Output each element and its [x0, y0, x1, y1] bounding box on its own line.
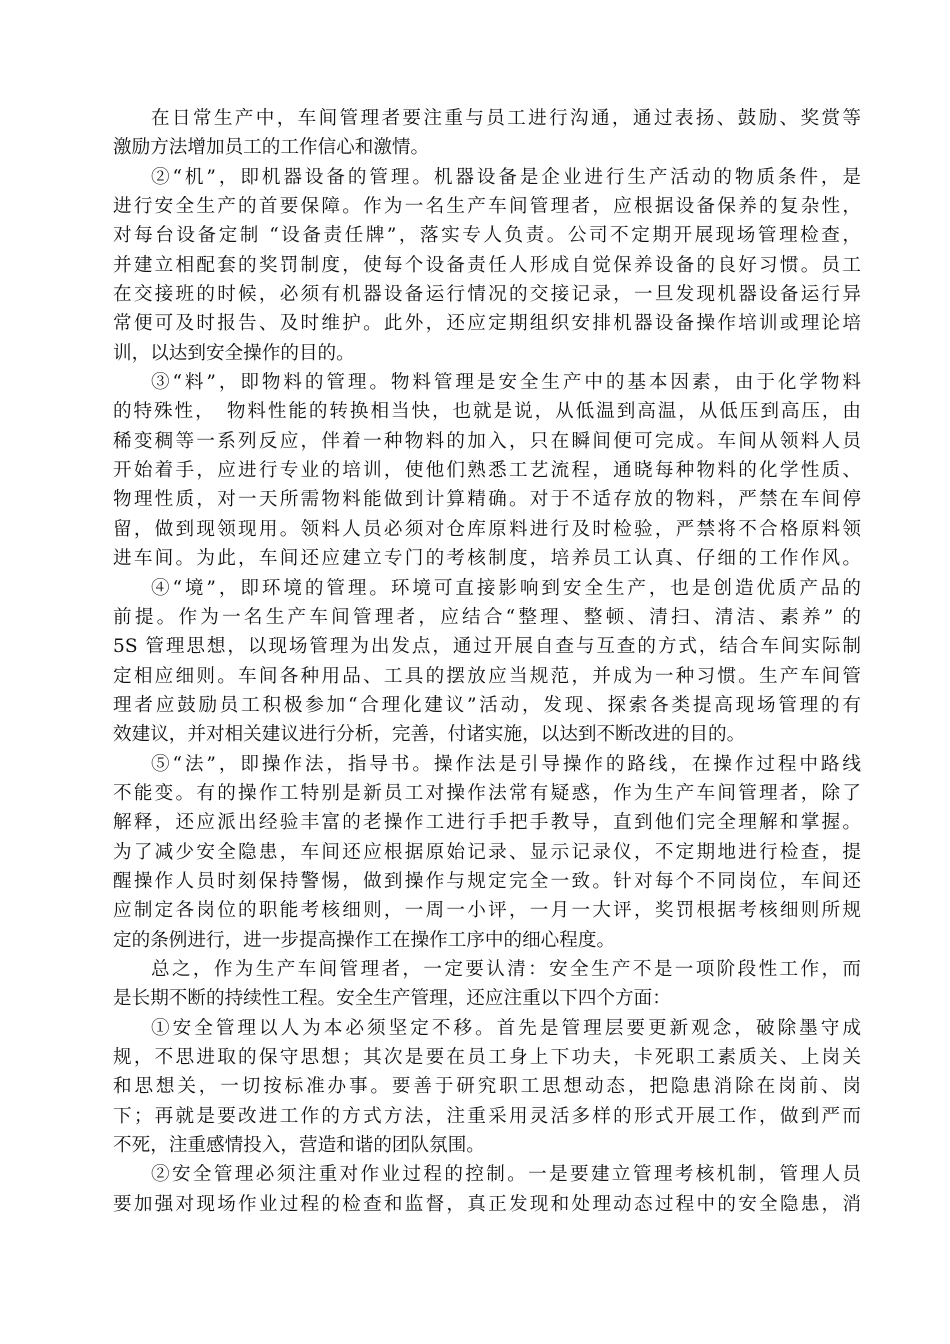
text-line: 物理性质，对一天所需物料能做到计算精确。对于不适存放的物料，严禁在车间停 [113, 489, 861, 511]
text-line: 为了减少安全隐患，车间还应根据原始记录、显示记录仪，不定期地进行检查，提 [113, 841, 861, 863]
text-line: 在日常生产中，车间管理者要注重与员工进行沟通，通过表扬、鼓励、奖赏等 [151, 108, 861, 129]
text-line: 解释，还应派出经验丰富的老操作工进行手把手教导，直到他们完全理解和掌握。 [113, 812, 861, 834]
text-line: 要加强对现场作业过程的检查和监督，真正发现和处理动态过程中的安全隐患，消 [113, 1193, 861, 1215]
text-line: 规，不思进取的保守思想；其次是要在员工身上下功夫，卡死职工素质关、上岗关 [113, 1047, 861, 1068]
text-line: 应制定各岗位的职能考核细则，一周一小评，一月一大评，奖罚根据考核细则所规 [113, 900, 861, 922]
text-line: 和思想关，一切按标准办事。要善于研究职工思想动态，把隐患消除在岗前、岗 [113, 1076, 861, 1098]
text-line: 定相应细则。车间各种用品、工具的摆放应当规范，并成为一种习惯。生产车间管 [113, 665, 861, 687]
text-line: 是长期不断的持续性工程。安全生产管理，还应注重以下四个方面： [113, 988, 671, 1010]
text-line: 进车间。为此，车间还应建立专门的考核制度，培养员工认真、仔细的工作作风。 [113, 548, 861, 570]
text-line: 进行安全生产的首要保障。作为一名生产车间管理者，应根据设备保养的复杂性， [113, 196, 861, 218]
text-line: ③“料”，即物料的管理。物料管理是安全生产中的基本因素，由于化学物料 [151, 372, 861, 394]
text-line: 激励方法增加员工的工作信心和激情。 [113, 137, 430, 159]
text-line: ②安全管理必须注重对作业过程的控制。一是要建立管理考核机制，管理人员 [151, 1164, 861, 1186]
text-line: 效建议，并对相关建议进行分析，完善，付诸实施，以达到不断改进的目的。 [113, 724, 746, 746]
text-line: 5S 管理思想，以现场管理为出发点，通过开展自查与互查的方式，结合车间实际制 [113, 636, 861, 658]
text-line: 常便可及时报告、及时维护。此外，还应定期组织安排机器设备操作培训或理论培 [113, 313, 861, 335]
text-line: 醒操作人员时刻保持警惕，做到操作与规定完全一致。针对每个不同岗位，车间还 [113, 870, 861, 892]
text-line: 的特殊性， 物料性能的转换相当快，也就是说，从低温到高温，从低压到高压，由 [113, 401, 861, 423]
text-line: ④“境”，即环境的管理。环境可直接影响到安全生产，也是创造优质产品的 [151, 577, 861, 599]
text-line: 留，做到现领现用。领料人员必须对仓库原料进行及时检验，严禁将不合格原料领 [113, 518, 861, 540]
text-line: 稀变稠等一系列反应，伴着一种物料的加入，只在瞬间便可完成。车间从领料人员 [113, 430, 861, 452]
text-line: ②“机”，即机器设备的管理。机器设备是企业进行生产活动的物质条件，是 [151, 166, 861, 188]
text-line: 对每台设备定制 “设备责任牌”，落实专人负责。公司不定期开展现场管理检查， [113, 225, 861, 247]
text-line: 在交接班的时候，必须有机器设备运行情况的交接记录，一旦发现机器设备运行异 [113, 284, 861, 306]
text-line: 理者应鼓励员工积极参加“合理化建议”活动，发现、探索各类提高现场管理的有 [113, 694, 861, 716]
text-line: 训，以达到安全操作的目的。 [113, 342, 355, 364]
text-line: 开始着手，应进行专业的培训，使他们熟悉工艺流程，通晓每种物料的化学性质、 [113, 460, 861, 482]
document-page [113, 104, 861, 1219]
text-line: 不能变。有的操作工特别是新员工对操作法常有疑惑，作为生产车间管理者，除了 [113, 782, 861, 804]
text-line: ①安全管理以人为本必须坚定不移。首先是管理层要更新观念，破除墨守成 [151, 1017, 861, 1039]
text-line: 总之，作为生产车间管理者，一定要认清：安全生产不是一项阶段性工作，而 [151, 958, 861, 980]
text-line: 不死，注重感情投入，营造和谐的团队氛围。 [113, 1135, 485, 1157]
text-line: 定的条例进行，进一步提高操作工在操作工序中的细心程度。 [113, 929, 616, 951]
text-line: 并建立相配套的奖罚制度，使每个设备责任人形成自觉保养设备的良好习惯。员工 [113, 254, 861, 276]
text-line: 前提。作为一名生产车间管理者，应结合“整理、整顿、清扫、清洁、素养” 的 [113, 606, 861, 628]
text-line: 下；再就是要改进工作的方式方法，注重采用灵活多样的形式开展工作，做到严而 [113, 1105, 861, 1127]
text-line: ⑤“法”，即操作法，指导书。操作法是引导操作的路线，在操作过程中路线 [151, 753, 861, 775]
